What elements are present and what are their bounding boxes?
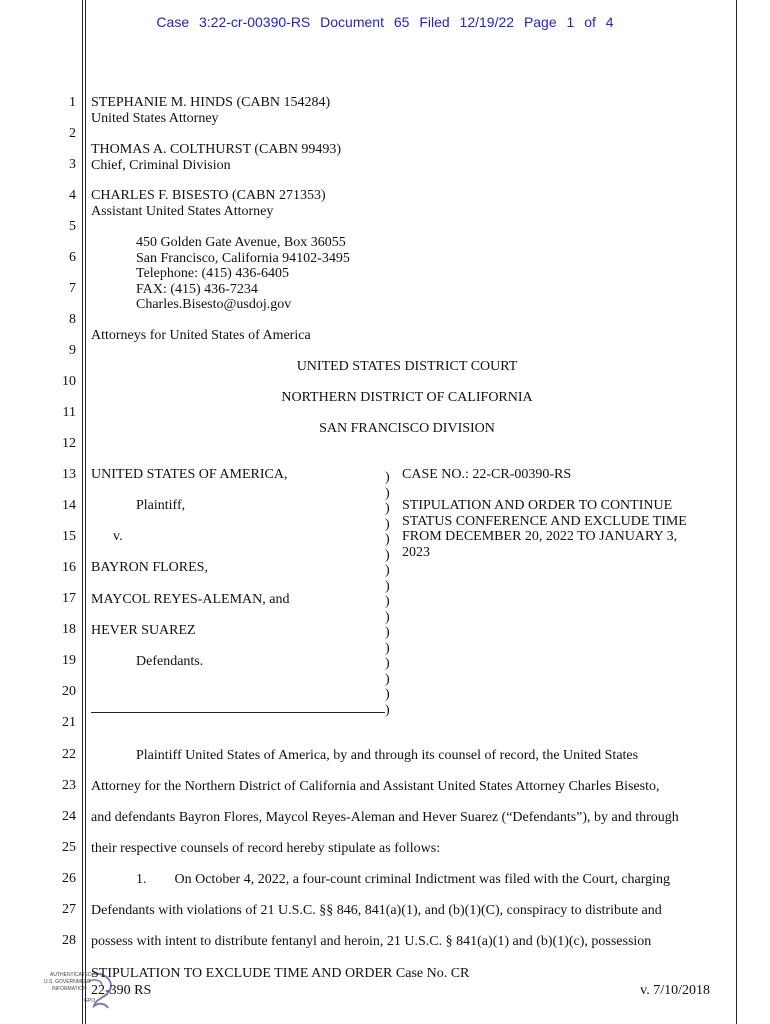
body-line: and defendants Bayron Flores, Maycol Reyes-Aleman and Hever Suarez (“Defendants”), by and through — [91, 810, 679, 825]
attorneys-for: Attorneys for United States of America — [91, 328, 311, 343]
attorney-name: STEPHANIE M. HINDS (CABN 154284) — [91, 95, 331, 110]
line-number: 4 — [69, 188, 76, 203]
defendant-name: BAYRON FLORES, — [91, 560, 208, 575]
caption-parens: ) ) ) ) ) ) ) ) ) ) ) ) ) ) ) ) — [385, 470, 390, 718]
line-number: 18 — [62, 622, 76, 637]
seal-text: GPO — [84, 998, 96, 1004]
left-margin-rule-2 — [85, 0, 86, 1024]
line-number: 5 — [69, 219, 76, 234]
document-title: FROM DECEMBER 20, 2022 TO JANUARY 3, — [402, 529, 678, 544]
footer-version: v. 7/10/2018 — [640, 983, 710, 998]
footer-title: STIPULATION TO EXCLUDE TIME AND ORDER Case No. CR — [91, 966, 470, 981]
left-margin-rule-1 — [82, 0, 83, 1024]
plaintiff-role: Plaintiff, — [136, 498, 186, 513]
line-number: 15 — [62, 529, 76, 544]
attorney-title: Chief, Criminal Division — [91, 158, 231, 173]
document-title: STIPULATION AND ORDER TO CONTINUE — [402, 498, 673, 513]
fax: FAX: (415) 436-7234 — [136, 282, 258, 297]
court-division: SAN FRANCISCO DIVISION — [319, 421, 495, 436]
court-district: NORTHERN DISTRICT OF CALIFORNIA — [281, 390, 533, 405]
line-number: 13 — [62, 467, 76, 482]
court-name: UNITED STATES DISTRICT COURT — [296, 359, 518, 374]
line-number: 8 — [69, 312, 76, 327]
seal-text: AUTHENTICATED — [50, 972, 92, 978]
defendant-name: HEVER SUAREZ — [91, 623, 196, 638]
body-line: Attorney for the Northern District of California and Assistant United States Attorney Charles Bisesto, — [91, 779, 660, 794]
line-number: 22 — [62, 747, 76, 762]
line-number: 23 — [62, 778, 76, 793]
attorney-name: CHARLES F. BISESTO (CABN 271353) — [91, 188, 326, 203]
body-line: Plaintiff United States of America, by and through its counsel of record, the United States — [136, 748, 639, 763]
line-number: 14 — [62, 498, 76, 513]
plaintiff-name: UNITED STATES OF AMERICA, — [91, 467, 288, 482]
document-title: STATUS CONFERENCE AND EXCLUDE TIME — [402, 514, 687, 529]
body-line: possess with intent to distribute fentanyl and heroin, 21 U.S.C. § 841(a)(1) and (b)(1)(c), possession — [91, 934, 652, 949]
line-number: 6 — [69, 250, 76, 265]
case-number: CASE NO.: 22-CR-00390-RS — [402, 467, 572, 482]
seal-text: INFORMATION — [52, 986, 87, 992]
body-line: their respective counsels of record hereby stipulate as follows: — [91, 841, 441, 856]
line-number: 1 — [69, 95, 76, 110]
caption-underline — [91, 712, 385, 713]
body-line: Defendants with violations of 21 U.S.C. §§ 846, 841(a)(1), and (b)(1)(C), conspiracy to distribute and — [91, 903, 662, 918]
document-title: 2023 — [402, 545, 430, 560]
line-number: 21 — [62, 715, 76, 730]
line-number: 25 — [62, 840, 76, 855]
attorney-name: THOMAS A. COLTHURST (CABN 99493) — [91, 142, 342, 157]
line-number: 26 — [62, 871, 76, 886]
body-line: 1. On October 4, 2022, a four-count criminal Indictment was filed with the Court, charging — [136, 872, 671, 887]
versus: v. — [113, 529, 123, 544]
defendant-role: Defendants. — [136, 654, 204, 669]
line-number: 19 — [62, 653, 76, 668]
line-number: 7 — [69, 281, 76, 296]
line-number: 2 — [69, 126, 76, 141]
attorney-title: Assistant United States Attorney — [91, 204, 274, 219]
line-number: 3 — [69, 157, 76, 172]
email-address: Charles.Bisesto@usdoj.gov — [136, 297, 292, 312]
line-number: 27 — [62, 902, 76, 917]
telephone: Telephone: (415) 436-6405 — [136, 266, 289, 281]
defendant-name: MAYCOL REYES-ALEMAN, and — [91, 592, 290, 607]
line-number: 10 — [62, 374, 76, 389]
line-number: 20 — [62, 684, 76, 699]
ecf-header: Case 3:22-cr-00390-RS Document 65 Filed 12/19/22 Page 1 of 4 — [156, 14, 614, 30]
city-address: San Francisco, California 94102-3495 — [136, 251, 350, 266]
seal-text: U.S. GOVERNMENT — [44, 979, 91, 985]
line-number: 24 — [62, 809, 76, 824]
footer-case-number: 22-390 RS — [91, 983, 152, 998]
line-number: 17 — [62, 591, 76, 606]
attorney-title: United States Attorney — [91, 111, 219, 126]
street-address: 450 Golden Gate Avenue, Box 36055 — [136, 235, 346, 250]
line-number: 9 — [69, 343, 76, 358]
right-margin-rule — [736, 0, 737, 1024]
line-number: 28 — [62, 933, 76, 948]
line-number: 12 — [62, 436, 76, 451]
line-number: 11 — [62, 405, 76, 420]
line-number: 16 — [62, 560, 76, 575]
